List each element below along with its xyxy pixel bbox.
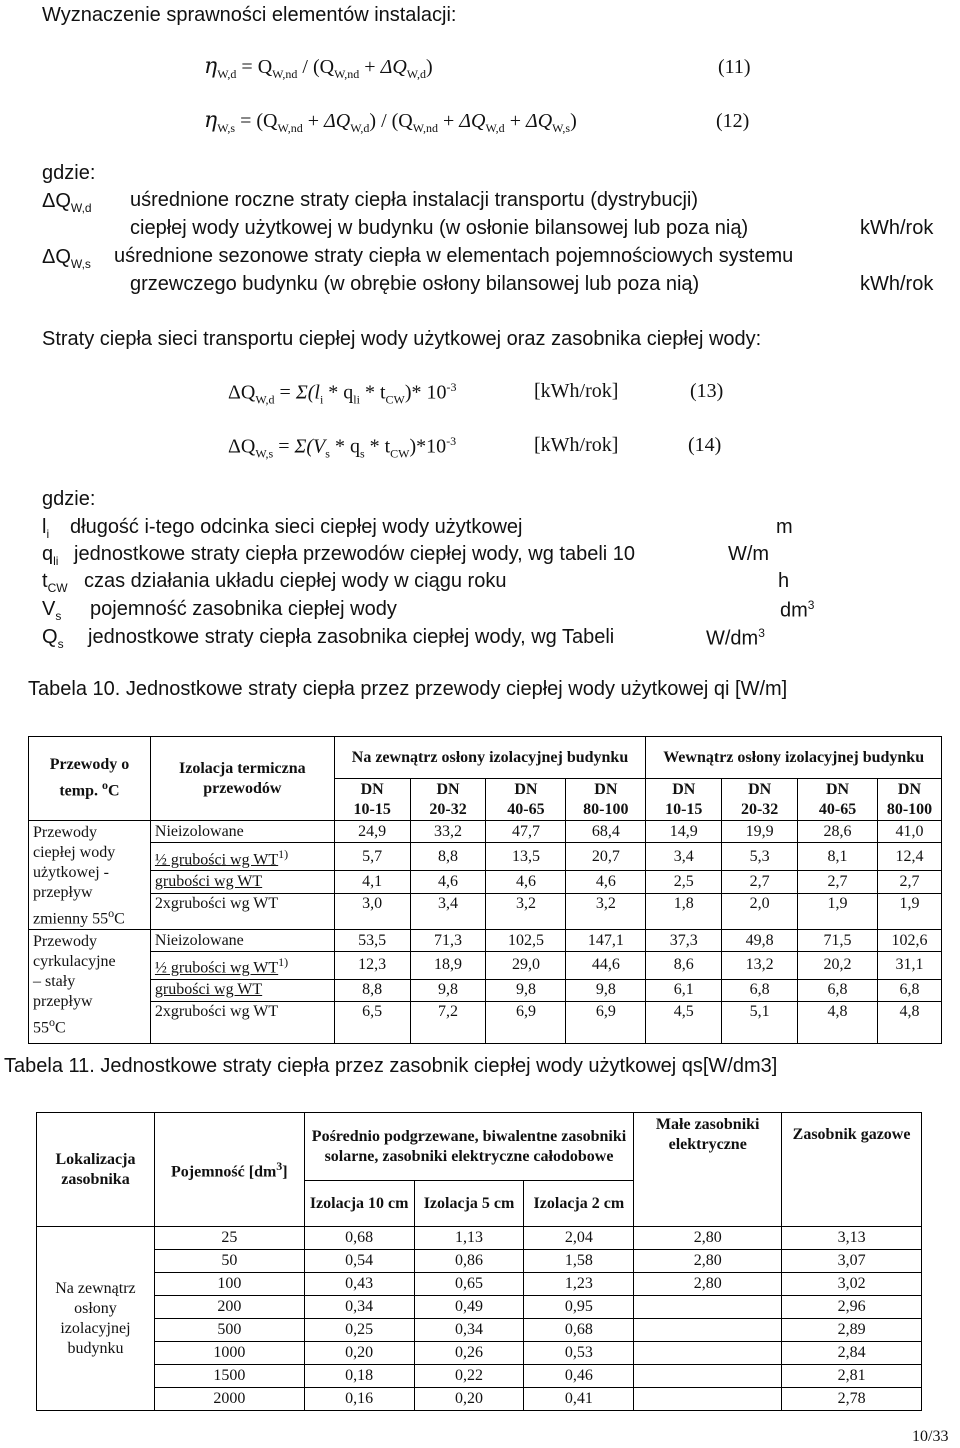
table-cell: 200 — [154, 1296, 304, 1319]
table-cell: 3,4 — [410, 893, 486, 930]
table-cell: 2,0 — [722, 893, 798, 930]
formula-13-number: (13) — [690, 380, 724, 402]
table-cell: 2,89 — [782, 1319, 922, 1342]
header-gazowe: Zasobnik gazowe — [782, 1113, 922, 1227]
table-cell: 500 — [154, 1319, 304, 1342]
table-cell: 13,2 — [722, 952, 798, 979]
table-cell: 0,16 — [304, 1388, 414, 1411]
table-cell: 19,9 — [722, 821, 798, 843]
table-cell: 0,25 — [304, 1319, 414, 1342]
table-cell: 1,9 — [798, 893, 878, 930]
table-cell: 6,8 — [798, 979, 878, 1001]
unit-li: m — [776, 516, 793, 538]
table-cell: 8,8 — [410, 843, 486, 871]
table-cell: 100 — [154, 1273, 304, 1296]
table-cell: 1,23 — [524, 1273, 634, 1296]
group-label-1: Przewody ciepłej wody użytkowej - przepływ zmienny 55$^o$C — [29, 821, 151, 930]
table-cell: 8,6 — [646, 952, 722, 979]
table-cell: 49,8 — [722, 930, 798, 952]
table-cell: 2,80 — [634, 1273, 782, 1296]
table-cell: 1000 — [154, 1342, 304, 1365]
unit-qs: $W/dm^3$ — [706, 626, 765, 650]
table-cell: 0,41 — [524, 1388, 634, 1411]
table-cell: 1500 — [154, 1365, 304, 1388]
header-izolacja: Izolacja termiczna przewodów — [150, 737, 334, 821]
formula-13: $\Delta Q_{W,d} = \Sigma(l_i * q_{li} * t_{CW})*$ $10^{-3}$ — [228, 380, 457, 407]
table-cell: 0,34 — [304, 1296, 414, 1319]
insulation-label: ½ grubości wg WT$^{1)}$ — [150, 843, 334, 871]
insulation-label: grubości wg WT — [150, 979, 334, 1001]
table-cell: 3,13 — [782, 1227, 922, 1250]
table-cell: 0,53 — [524, 1342, 634, 1365]
unit-qli: W/m — [728, 543, 770, 565]
header-dn: DN 80-100 — [566, 779, 646, 821]
table-cell: 2,80 — [634, 1250, 782, 1273]
table-cell: 3,4 — [646, 843, 722, 871]
header-iso10: Izolacja 10 cm — [304, 1181, 414, 1227]
table-cell: 20,7 — [566, 843, 646, 871]
header-dn: DN 80-100 — [877, 779, 941, 821]
table-cell: 1,13 — [414, 1227, 524, 1250]
table-cell: 29,0 — [486, 952, 566, 979]
table-cell: 24,9 — [334, 821, 410, 843]
table-cell: 2,84 — [782, 1342, 922, 1365]
table-cell — [634, 1388, 782, 1411]
table-cell: 2,81 — [782, 1365, 922, 1388]
desc-li: długość i-tego odcinka sieci ciepłej wody użytkowej — [70, 516, 523, 538]
header-posrednio: Pośrednio podgrzewane, biwalentne zasobniki solarne, zasobniki elektryczne całodobowe — [304, 1113, 634, 1181]
formula-14-unit: [kWh/rok] — [534, 434, 619, 456]
table-cell: 1,58 — [524, 1250, 634, 1273]
table-cell: 6,1 — [646, 979, 722, 1001]
symbol-dqws: $\Delta Q_{W,s}$ — [42, 246, 91, 271]
formula-14: $\Delta Q_{W,s} = \Sigma(V_s * q_s * t_{CW})*10^{-3}$ — [228, 434, 457, 461]
table-cell: 6,8 — [877, 979, 941, 1001]
table-cell: 2000 — [154, 1388, 304, 1411]
gdzie-label: gdzie: — [42, 162, 96, 184]
table-cell: 102,5 — [486, 930, 566, 952]
location-label: Na zewnątrz osłony izolacyjnej budynku — [37, 1227, 155, 1411]
table-cell: 3,07 — [782, 1250, 922, 1273]
desc-dqwd-line1: uśrednione roczne straty ciepła instalacji transportu (dystrybucji) — [130, 189, 699, 211]
table-cell: 3,02 — [782, 1273, 922, 1296]
table-cell: 0,95 — [524, 1296, 634, 1319]
table-cell — [634, 1342, 782, 1365]
desc-qli: jednostkowe straty ciepła przewodów ciepłej wody, wg tabeli 10 — [74, 543, 636, 565]
table-cell: 0,68 — [524, 1319, 634, 1342]
table-cell: 5,1 — [722, 1001, 798, 1043]
table-cell: 4,5 — [646, 1001, 722, 1043]
header-iso2: Izolacja 2 cm — [524, 1181, 634, 1227]
symbol-li: $l_i$ — [42, 516, 50, 541]
table-cell: 6,8 — [722, 979, 798, 1001]
symbol-dqwd: $\Delta Q_{W,d}$ — [42, 190, 92, 215]
header-na-zewnatrz: Na zewnątrz osłony izolacyjnej budynku — [334, 737, 646, 779]
table-cell: 8,8 — [334, 979, 410, 1001]
table-cell: 2,7 — [798, 871, 878, 893]
group-label-2: Przewody cyrkulacyjne – stały przepływ 55$^o$C — [29, 930, 151, 1043]
section-heading: Wyznaczenie sprawności elementów instalacji: — [42, 4, 457, 26]
table-cell: 71,5 — [798, 930, 878, 952]
desc-dqws-line1: uśrednione sezonowe straty ciepła w elementach pojemnościowych systemu — [114, 245, 794, 267]
table-cell: 3,2 — [486, 893, 566, 930]
table-cell: 0,68 — [304, 1227, 414, 1250]
table-cell: 3,0 — [334, 893, 410, 930]
table-cell: 41,0 — [877, 821, 941, 843]
table-cell: 18,9 — [410, 952, 486, 979]
table-cell: 44,6 — [566, 952, 646, 979]
table-cell: 0,34 — [414, 1319, 524, 1342]
page-number: 10/33 — [912, 1428, 949, 1445]
header-iso5: Izolacja 5 cm — [414, 1181, 524, 1227]
table-cell: 0,43 — [304, 1273, 414, 1296]
desc-qs: jednostkowe straty ciepła zasobnika ciepłej wody, wg Tabeli — [88, 626, 615, 648]
table-cell: 0,26 — [414, 1342, 524, 1365]
table-cell: 4,8 — [798, 1001, 878, 1043]
formula-13-unit: [kWh/rok] — [534, 380, 619, 402]
table-cell: 4,8 — [877, 1001, 941, 1043]
table-cell: 2,7 — [877, 871, 941, 893]
table-cell: 0,46 — [524, 1365, 634, 1388]
insulation-label: ½ grubości wg WT$^{1)}$ — [150, 952, 334, 979]
table-cell: 9,8 — [566, 979, 646, 1001]
unit-tcw: h — [778, 570, 790, 592]
symbol-vs: $V_s$ — [42, 598, 62, 623]
eta-symbol: η — [204, 108, 218, 133]
table-cell: 0,86 — [414, 1250, 524, 1273]
table-cell: 25 — [154, 1227, 304, 1250]
table-cell: 0,20 — [304, 1342, 414, 1365]
header-dn: DN 10-15 — [646, 779, 722, 821]
table-cell: 6,9 — [566, 1001, 646, 1043]
formula-11: $\eta_{W,d} = Q_{W,nd} / (Q_{W,nd} + \Delta Q_{W,d})$ — [204, 54, 433, 81]
table-10 — [28, 736, 942, 1044]
symbol-qli: $q_{li}$ — [42, 543, 59, 568]
symbol-qs: $Q_s$ — [42, 626, 64, 651]
table-cell — [634, 1319, 782, 1342]
header-dn: DN 20-32 — [722, 779, 798, 821]
table-cell: 147,1 — [566, 930, 646, 952]
table-cell: 2,5 — [646, 871, 722, 893]
table-cell: 47,7 — [486, 821, 566, 843]
table-cell: 50 — [154, 1250, 304, 1273]
insulation-label: 2xgrubości wg WT — [150, 1001, 334, 1043]
header-dn: DN 20-32 — [410, 779, 486, 821]
table-cell: 33,2 — [410, 821, 486, 843]
table-cell: 2,80 — [634, 1227, 782, 1250]
table-cell: 2,78 — [782, 1388, 922, 1411]
table-11 — [36, 1112, 922, 1411]
table-cell: 2,04 — [524, 1227, 634, 1250]
table-cell: 5,7 — [334, 843, 410, 871]
table-cell: 4,6 — [566, 871, 646, 893]
table-cell: 68,4 — [566, 821, 646, 843]
formula-12: $\eta_{W,s} = (Q_{W,nd} + \Delta Q_{W,d}) / (Q_{W,nd} + \Delta Q_{W,d} + \Delta Q_{W,s})$ — [204, 108, 577, 135]
unit-dqws: kWh/rok — [860, 273, 934, 295]
table-cell: 14,9 — [646, 821, 722, 843]
table-cell: 1,8 — [646, 893, 722, 930]
table-cell: 2,96 — [782, 1296, 922, 1319]
header-lokalizacja: Lokalizacja zasobnika — [37, 1113, 155, 1227]
insulation-label: 2xgrubości wg WT — [150, 893, 334, 930]
table-cell: 3,2 — [566, 893, 646, 930]
formula-12-number: (12) — [716, 110, 750, 132]
table-cell: 0,18 — [304, 1365, 414, 1388]
header-male: Małe zasobniki elektryczne — [634, 1113, 782, 1227]
table-cell — [634, 1365, 782, 1388]
table-cell: 6,9 — [486, 1001, 566, 1043]
table-cell: 28,6 — [798, 821, 878, 843]
table-cell: 5,3 — [722, 843, 798, 871]
table-cell: 0,49 — [414, 1296, 524, 1319]
table-cell: 9,8 — [486, 979, 566, 1001]
table-cell: 4,1 — [334, 871, 410, 893]
table-cell: 1,9 — [877, 893, 941, 930]
header-pojemnosc: Pojemność $[dm^3]$ — [154, 1113, 304, 1227]
table-cell: 12,4 — [877, 843, 941, 871]
table-cell: 8,1 — [798, 843, 878, 871]
table-cell: 53,5 — [334, 930, 410, 952]
unit-dqwd: kWh/rok — [860, 217, 934, 239]
table-cell: 4,6 — [486, 871, 566, 893]
table-cell: 2,7 — [722, 871, 798, 893]
header-dn: DN 10-15 — [334, 779, 410, 821]
table-cell: 37,3 — [646, 930, 722, 952]
header-przewody: Przewody o temp. $^o$C — [29, 737, 151, 821]
insulation-label: grubości wg WT — [150, 871, 334, 893]
section-heading-2: Straty ciepła sieci transportu ciepłej wody użytkowej oraz zasobnika ciepłej wody: — [42, 328, 762, 350]
desc-tcw: czas działania układu ciepłej wody w ciągu roku — [84, 570, 507, 592]
header-wewnatrz: Wewnątrz osłony izolacyjnej budynku — [646, 737, 942, 779]
table-cell: 31,1 — [877, 952, 941, 979]
desc-dqws-line2: grzewczego budynku (w obrębie osłony bilansowej lub poza nią) — [130, 273, 700, 295]
header-dn: DN 40-65 — [486, 779, 566, 821]
symbol-tcw: $t_{CW}$ — [42, 570, 68, 595]
insulation-label: Nieizolowane — [150, 930, 334, 952]
header-dn: DN 40-65 — [798, 779, 878, 821]
table-cell: 7,2 — [410, 1001, 486, 1043]
table-cell: 12,3 — [334, 952, 410, 979]
table-cell: 6,5 — [334, 1001, 410, 1043]
table-cell: 71,3 — [410, 930, 486, 952]
table-cell: 0,54 — [304, 1250, 414, 1273]
unit-vs: $dm^3$ — [780, 598, 815, 622]
table-cell: 0,20 — [414, 1388, 524, 1411]
table-11-caption: Tabela 11. Jednostkowe straty ciepła przez zasobnik ciepłej wody użytkowej qs[W/dm3] — [4, 1055, 778, 1077]
gdzie-label-2: gdzie: — [42, 488, 96, 510]
table-10-caption: Tabela 10. Jednostkowe straty ciepła przez przewody ciepłej wody użytkowej qi [W/m] — [28, 678, 788, 700]
desc-dqwd-line2: ciepłej wody użytkowej w budynku (w osłonie bilansowej lub poza nią) — [130, 217, 749, 239]
formula-11-number: (11) — [718, 56, 751, 78]
table-cell: 102,6 — [877, 930, 941, 952]
table-cell: 0,65 — [414, 1273, 524, 1296]
table-cell: 9,8 — [410, 979, 486, 1001]
table-cell — [634, 1296, 782, 1319]
table-cell: 4,6 — [410, 871, 486, 893]
desc-vs: pojemność zasobnika ciepłej wody — [90, 598, 397, 620]
formula-14-number: (14) — [688, 434, 722, 456]
table-cell: 20,2 — [798, 952, 878, 979]
insulation-label: Nieizolowane — [150, 821, 334, 843]
table-cell: 13,5 — [486, 843, 566, 871]
table-cell: 0,22 — [414, 1365, 524, 1388]
eta-symbol: η — [204, 54, 218, 79]
